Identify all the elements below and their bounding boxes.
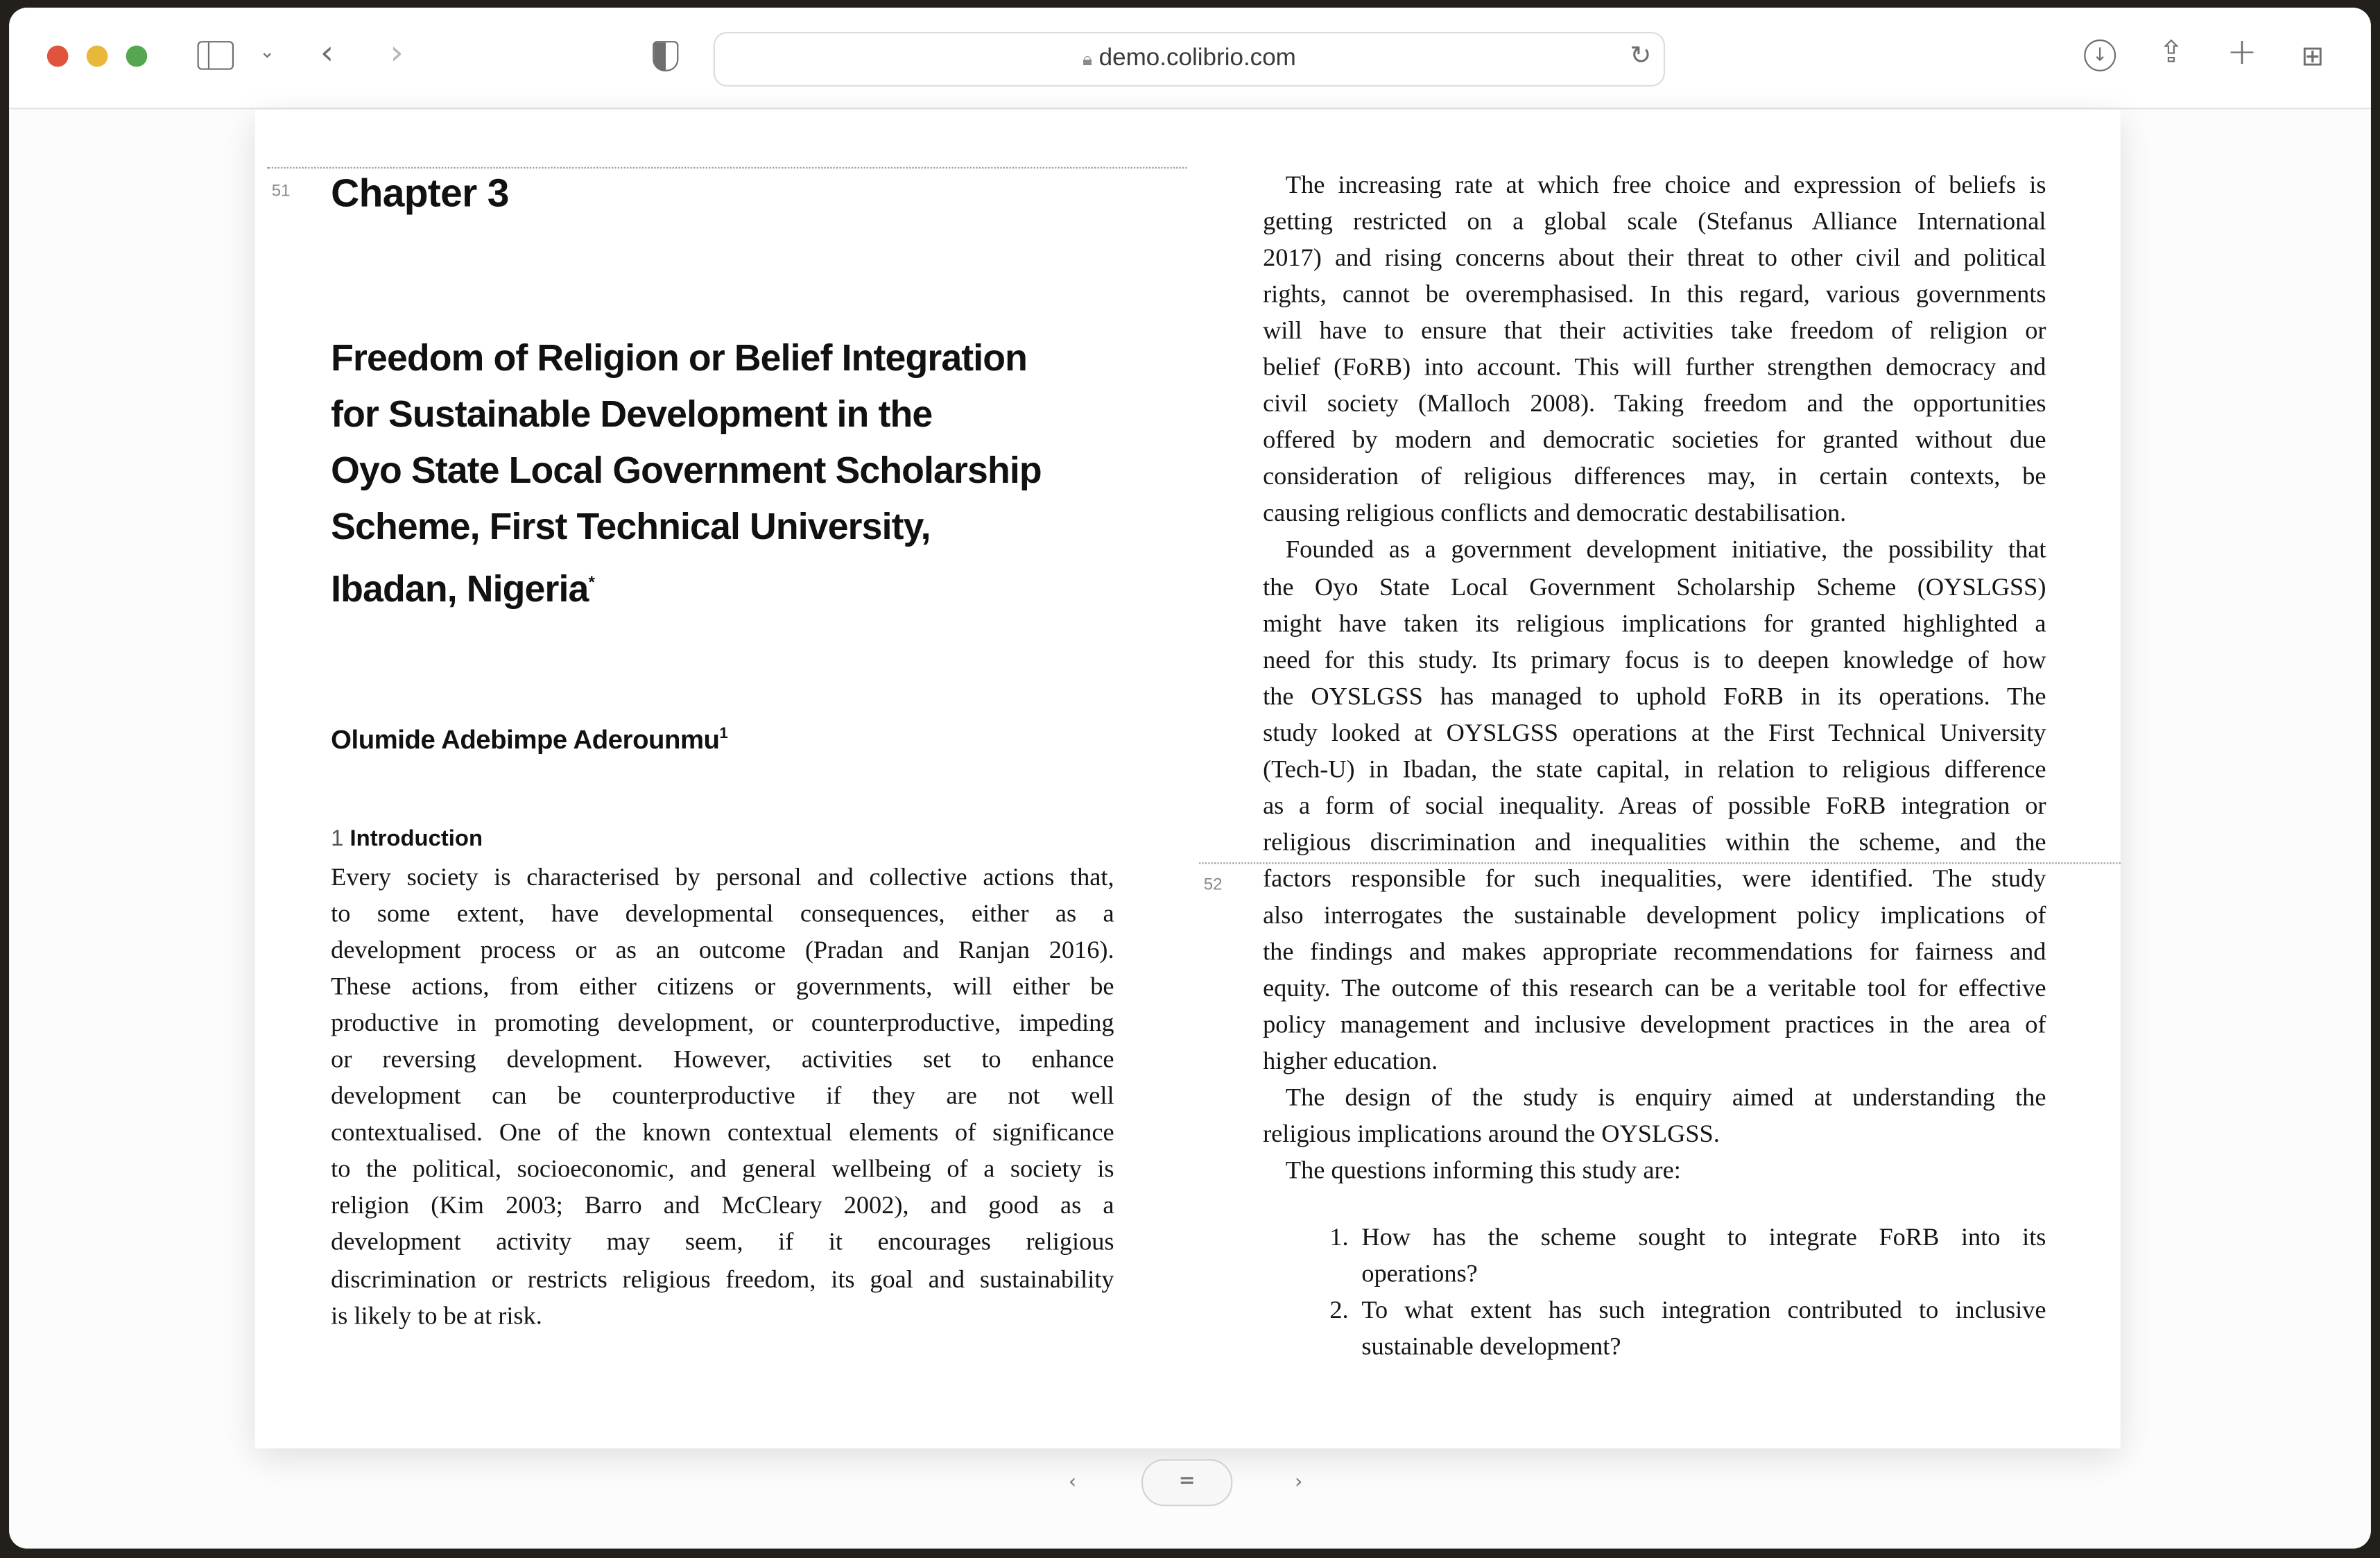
paragraph [1263,1080,2046,1153]
author-footnote-link[interactable]: 1 [719,726,728,743]
text-line: need for this study. Its primary focus is to deepen knowledge of how [1263,644,2046,674]
text-line: higher education. [1263,1046,1438,1075]
title-line: for Sustainable Development in the [331,395,933,436]
text-line: the OYSLGSS has managed to uphold FoRB in its operations. The [1263,681,2046,710]
text-line: will have to ensure that their activities take freedom of religion or [1263,316,2046,345]
text-line: policy management and inclusive development practices in the area of [1263,1009,2046,1039]
page-divider [267,167,1187,169]
chevron-down-icon[interactable]: ⌄ [259,41,275,62]
text-line: also interrogates the sustainable development policy implications of [1263,900,2046,930]
text-line: discrimination or restricts religious freedom, its goal and sustainability [331,1264,1114,1293]
text-line: The design of the study is enquiry aimed at understanding the [1285,1082,2046,1112]
text-line: belief (FoRB) into account. This will further strengthen democracy and [1263,352,2046,382]
list-number: 2. [1329,1295,1349,1325]
maximize-window-button[interactable] [126,46,148,67]
text-line: religious implications around the OYSLGSS. [1263,1119,1720,1149]
paragraph [1263,532,2046,1079]
list-item [1263,1219,2046,1292]
book-spread [255,110,2121,1449]
forward-icon[interactable]: › [390,35,404,74]
left-column-text [331,859,1114,1334]
text-line: getting restricted on a global scale (Stefanus Alliance International [1263,206,2046,236]
tab-overview-icon[interactable]: ⊞ [2301,41,2325,74]
text-line: The increasing rate at which free choice and expression of beliefs is [1285,170,2046,199]
right-column-text [1263,167,2046,1366]
next-page-button[interactable]: › [1295,1471,1303,1494]
title-line: Oyo State Local Government Scholarship [331,451,1042,493]
reload-icon[interactable]: ↻ [1630,41,1652,71]
lock-icon: 🔒︎ [1082,49,1092,70]
page-number: 52 [1203,875,1223,895]
chapter-heading: Chapter 3 [331,170,509,216]
text-line: study looked at OYSLGSS operations at the First Technical University [1263,717,2046,747]
text-line: (Tech-U) in Ibadan, the state capital, in relation to religious difference [1263,754,2046,783]
close-window-button[interactable] [47,46,69,67]
reader-area [9,110,2371,1549]
text-line: religion (Kim 2003; Barro and McCleary 2002), and good as a [331,1190,1114,1220]
section-heading [331,826,483,852]
title-line: Ibadan, Nigeria* [331,570,594,611]
text-line: operations? [1361,1259,1478,1288]
text-line: consideration of religious differences may, in certain contexts, be [1263,462,2046,491]
text-line: to the political, socioeconomic, and general wellbeing of a society is [331,1154,1114,1183]
text-line: to some extent, have developmental consequences, either as a [331,898,1114,928]
text-line: factors responsible for such inequalities, were identified. The study [1263,864,2046,893]
text-line: as a form of social inequality. Areas of possible FoRB integration or [1263,790,2046,820]
text-line: These actions, from either citizens or governments, will either be [331,972,1114,1001]
text-line: the findings and makes appropriate recommendations for fairness and [1263,936,2046,966]
paragraph [331,859,1114,1334]
list-item [1263,1293,2046,1366]
text-line: productive in promoting development, or counterproductive, impeding [331,1008,1114,1038]
text-line: 2017) and rising concerns about their threat to other civil and political [1263,243,2046,272]
text-line: civil society (Malloch 2008). Taking freedom and the opportunities [1263,388,2046,418]
question-list [1263,1219,2046,1366]
minimize-window-button[interactable] [87,46,108,67]
text-line: religious discrimination and inequalities within the scheme, and the [1263,827,2046,857]
paragraph [1263,1153,2046,1190]
text-line: offered by modern and democratic societies for granted without due [1263,425,2046,455]
back-icon[interactable]: ‹ [320,35,334,74]
text-line: How has the scheme sought to integrate FoRB into its [1361,1222,2046,1252]
paragraph [1263,167,2046,532]
section-title: Introduction [350,825,483,852]
text-line: To what extent has such integration contributed to inclusive [1361,1295,2046,1325]
text-line: development process or as an outcome (Pradan and Ranjan 2016). [331,935,1114,965]
page-number: 51 [271,182,291,200]
author-text: Olumide Adebimpe Aderounmu [331,724,720,755]
download-icon[interactable]: ↓ [2084,40,2116,71]
text-line: equity. The outcome of this research can be a veritable tool for effective [1263,973,2046,1002]
title-line: Scheme, First Technical University, [331,507,931,549]
browser-window [9,8,2371,1549]
text-line: causing religious conflicts and democratic destabilisation. [1263,498,1847,528]
sidebar-toggle-icon[interactable] [198,41,234,70]
address-bar[interactable] [714,32,1665,87]
reader-menu-button[interactable]: = [1141,1459,1232,1506]
text-line: contextualised. One of the known contextual elements of significance [331,1118,1114,1147]
section-number: 1 [331,825,344,852]
browser-toolbar [9,8,2371,110]
list-number: 1. [1329,1222,1349,1252]
text-line: is likely to be at risk. [331,1300,542,1330]
chapter-title [331,331,1042,618]
author-name [331,724,727,756]
text-line: rights, cannot be overemphasised. In this regard, various governments [1263,280,2046,309]
text-line: The questions informing this study are: [1285,1156,1681,1185]
text-line: development can be counterproductive if they are not well [331,1081,1114,1111]
previous-page-button[interactable]: ‹ [1068,1471,1077,1494]
text-line: might have taken its religious implications for granted highlighted a [1263,608,2046,637]
new-tab-icon[interactable]: + [2226,30,2257,74]
title-line: Freedom of Religion or Belief Integration [331,339,1028,380]
text-line: the Oyo State Local Government Scholarship Scheme (OYSLGSS) [1263,572,2046,601]
share-icon[interactable]: ⇪ [2158,33,2184,70]
text-line: Every society is characterised by personal and collective actions that, [331,862,1114,891]
text-line: or reversing development. However, activities set to enhance [331,1045,1114,1074]
privacy-shield-icon[interactable] [653,41,678,71]
title-footnote-link[interactable]: * [588,574,594,592]
text-line: sustainable development? [1361,1332,1621,1362]
text-line: Founded as a government development initiative, the possibility that [1285,535,2046,565]
url-text: demo.colibrio.com [1098,45,1296,71]
text-line: development activity may seem, if it encourages religious [331,1227,1114,1257]
